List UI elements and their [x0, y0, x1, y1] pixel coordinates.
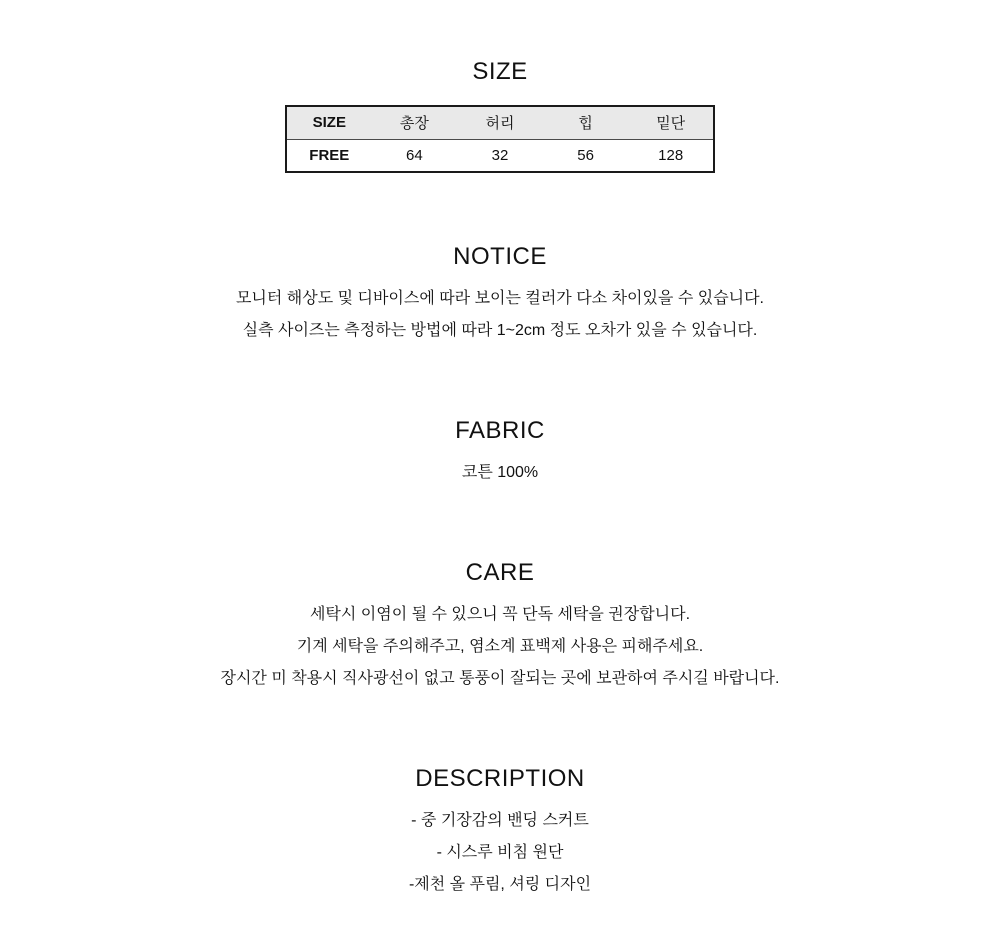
size-table-header-size: SIZE [286, 106, 372, 139]
notice-section-title: NOTICE [453, 243, 547, 270]
care-line: 세탁시 이염이 될 수 있으니 꼭 단독 세탁을 권장합니다. [309, 606, 691, 623]
size-table-cell-waist: 32 [457, 139, 543, 172]
notice-section-body [0, 283, 1000, 347]
size-section [0, 58, 1000, 173]
fabric-section [0, 417, 1000, 489]
description-section-title: DESCRIPTION [415, 765, 585, 792]
size-table-header-hem: 밑단 [628, 106, 714, 139]
description-line: -제천 올 푸림, 셔링 디자인 [408, 876, 592, 893]
size-table-cell-hip: 56 [543, 139, 629, 172]
care-section [0, 559, 1000, 695]
description-line: - 시스루 비침 원단 [436, 844, 564, 861]
notice-line: 모니터 해상도 및 디바이스에 따라 보이는 컬러가 다소 차이있을 수 있습니다. [235, 290, 765, 307]
fabric-line: 코튼 100% [461, 464, 539, 481]
size-table-wrap [0, 105, 1000, 173]
notice-line: 실측 사이즈는 측정하는 방법에 따라 1~2cm 정도 오차가 있을 수 있습니다. [242, 322, 758, 339]
notice-section [0, 243, 1000, 347]
size-table-cell-total-length: 64 [372, 139, 458, 172]
care-section-body [0, 599, 1000, 695]
description-section [0, 765, 1000, 901]
size-table-data-row [286, 139, 714, 172]
fabric-section-body [0, 457, 1000, 489]
size-section-title: SIZE [472, 58, 528, 85]
size-table-header-total-length: 총장 [372, 106, 458, 139]
care-line: 장시간 미 착용시 직사광선이 없고 통풍이 잘되는 곳에 보관하여 주시길 바랍니다. [220, 670, 780, 687]
description-line: - 중 기장감의 밴딩 스커트 [411, 812, 589, 829]
fabric-section-title: FABRIC [455, 417, 545, 444]
size-table-header-row [286, 106, 714, 139]
size-table-cell-size: FREE [286, 139, 372, 172]
description-section-body [0, 805, 1000, 901]
size-table-header-hip: 힙 [543, 106, 629, 139]
care-line: 기계 세탁을 주의해주고, 염소계 표백제 사용은 피해주세요. [296, 638, 704, 655]
size-table-cell-hem: 128 [628, 139, 714, 172]
size-table-header-waist: 허리 [457, 106, 543, 139]
size-table [285, 105, 715, 173]
care-section-title: CARE [465, 559, 535, 586]
